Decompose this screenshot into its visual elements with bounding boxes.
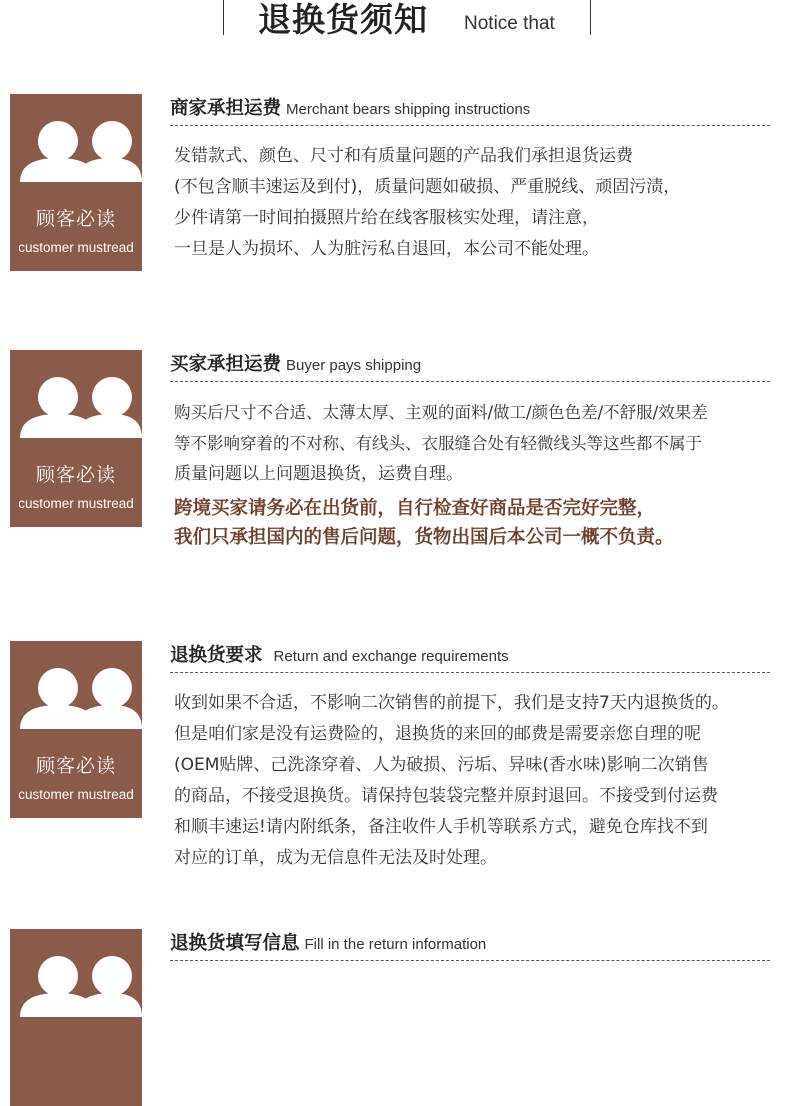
people-icon [10,94,142,204]
section-title [170,641,509,669]
section-title-cn: 买家承担运费 [170,354,282,375]
body-line: 和顺丰速运!请内附纸条，备注收件人手机等联系方式，避免仓库找不到 [174,817,708,837]
page-subtitle: Notice that [464,13,555,34]
emphasis-line: 我们只承担国内的售后问题，货物出国后本公司一概不负责。 [174,527,674,548]
section-title [170,350,421,378]
body-line: 收到如果不合适，不影响二次销售的前提下，我们是支持7天内退换货的。 [174,693,729,713]
body-line: 少件请第一时间拍摄照片给在线客服核实处理，请注意， [174,208,599,228]
section-body [174,397,708,490]
dashed-divider [170,960,770,961]
people-icon [10,641,142,751]
body-line: 等不影响穿着的不对称、有线头、衣服缝合处有轻微线头等这些都不属于 [174,434,702,453]
section-emphasis [174,494,674,552]
section-title-en: Return and exchange requirements [273,648,509,665]
body-line: 一旦是人为损坏、人为脏污私自退回，本公司不能处理。 [174,239,599,259]
badge-label-cn: 顾客必读 [35,464,116,486]
section-title [170,929,486,957]
section-title-en: Fill in the return information [304,936,487,953]
badge-label-en: customer mustread [18,240,134,255]
section-title-cn: 退换货要求 [170,645,263,666]
dashed-divider [170,381,770,382]
section-body [174,688,729,874]
section-title [170,94,530,122]
section-body [174,141,680,265]
page-title: 退换货须知 [258,0,428,39]
section-title-cn: 商家承担运费 [170,98,282,119]
badge-label-en: customer mustread [18,496,134,511]
body-line: 购买后尺寸不合适、太薄太厚、主观的面料/做工/颜色色差/不舒服/效果差 [174,403,708,422]
body-line: 质量问题以上问题退换货，运费自理。 [174,464,463,484]
body-line: (不包含顺丰速运及到付)，质量问题如破损、严重脱线、顽固污渍， [174,177,681,197]
section-title-en: Buyer pays shipping [286,357,422,374]
dashed-divider [170,672,770,673]
body-line: 的商品，不接受退换货。请保持包装袋完整并原封退回。不接受到付运费 [174,786,718,806]
customer-badge [10,641,142,818]
dashed-divider [170,125,770,126]
body-line: 对应的订单，成为无信息件无法及时处理。 [174,848,497,868]
customer-badge [10,350,142,527]
people-icon [10,350,142,460]
emphasis-line: 跨境买家请务必在出货前，自行检查好商品是否完好完整， [174,498,656,519]
badge-label-cn: 顾客必读 [35,755,116,777]
body-line: 但是咱们家是没有运费险的，退换货的来回的邮费是需要亲您自理的呢 [174,724,701,744]
badge-label-en: customer mustread [18,787,134,802]
page-header [223,0,591,39]
customer-badge [10,929,142,1106]
body-line: (OEM贴牌、己洗涤穿着、人为破损、污垢、异味(香水味)影响二次销售 [174,755,709,775]
body-line: 发错款式、颜色、尺寸和有质量问题的产品我们承担退货运费 [174,146,633,166]
section-title-cn: 退换货填写信息 [170,933,300,954]
section-title-en: Merchant bears shipping instructions [286,101,531,118]
people-icon [10,929,142,1039]
badge-label-cn: 顾客必读 [35,208,116,230]
customer-badge [10,94,142,271]
